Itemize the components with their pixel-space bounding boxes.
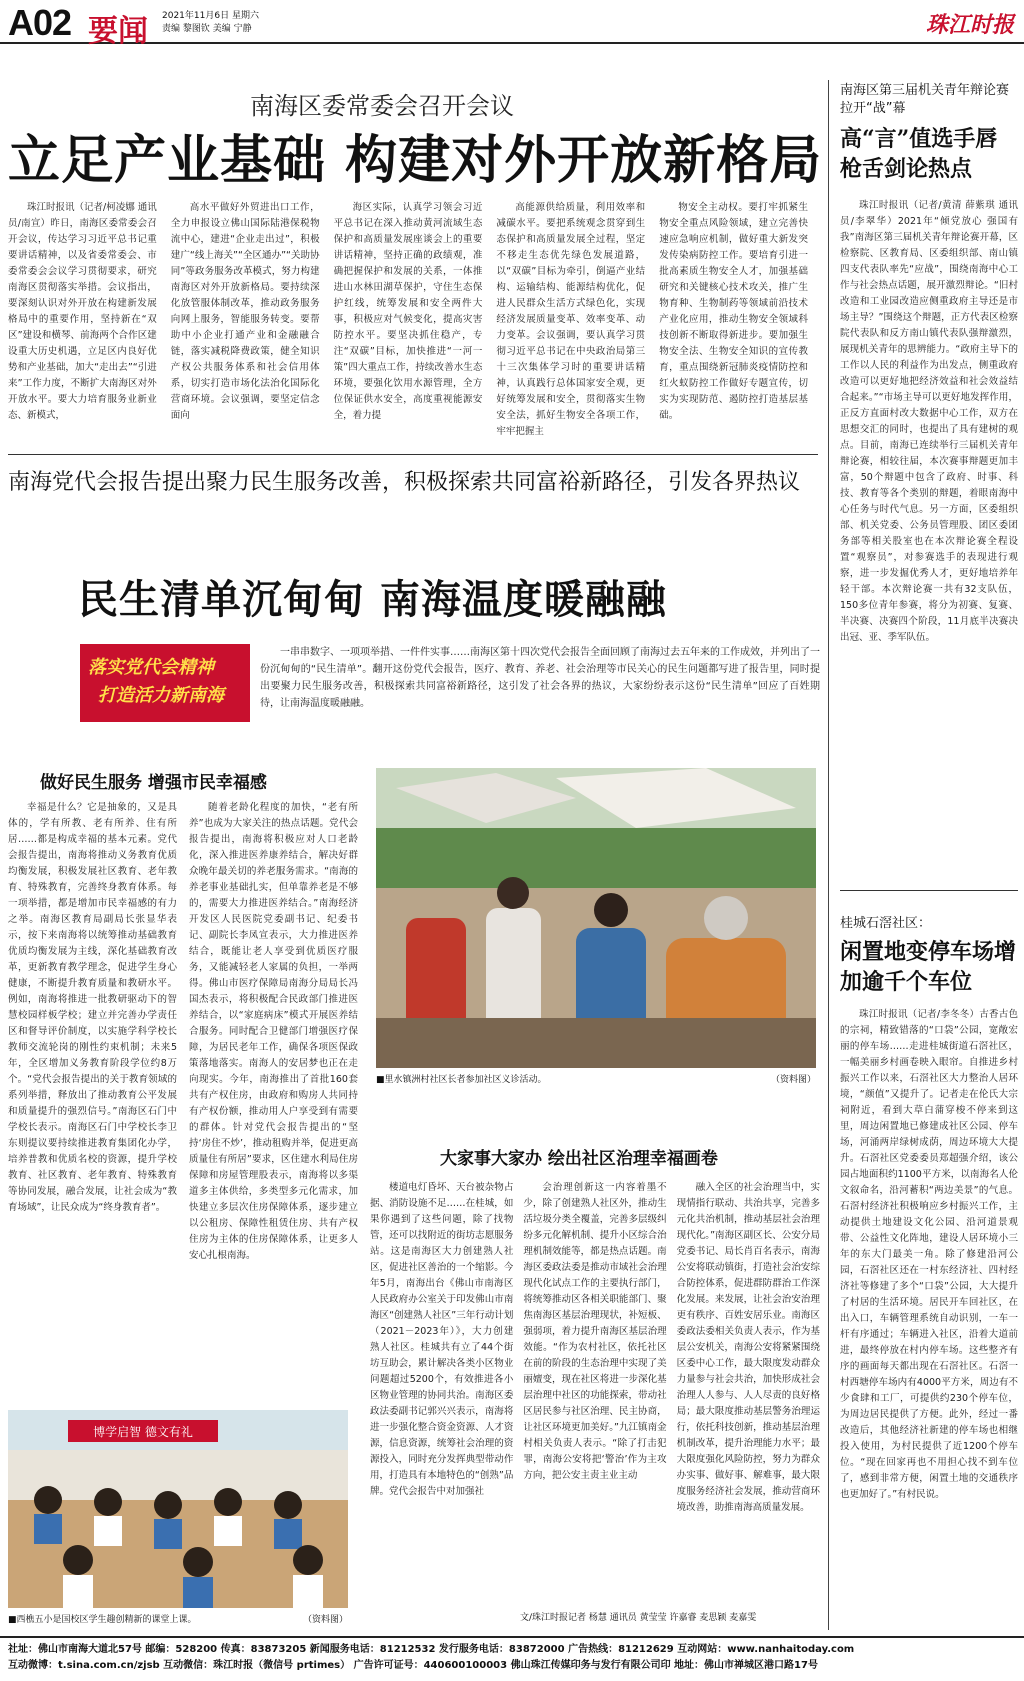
lead-column bbox=[659, 200, 808, 450]
paragraph: 高能源供给质量，利用效率和减碳水平。要把系统观念贯穿到生态保护和高质量发展全过程，坚定不移走生态优先绿色发展道路，以“双碳”目标为牵引，倒逼产业结构、运输结构、能源结构优化，促进人民群众生活方式绿色化，实现经济发展质量变革、效率变革、动力变革。会议强调，要认真学习贯彻习近平总书记在中央政治局第三十三次集体学习时的重要讲话精神，认真践行总体国家安全观，更好统筹发展和安全，贯彻落实生物安全法，抓好生物安全各项工作，牢牢把握主 bbox=[496, 202, 646, 437]
parking-kicker: 桂城石滘社区： bbox=[840, 916, 932, 931]
lead-kicker: 南海区委常委会召开会议 bbox=[250, 92, 514, 120]
story2-headline: 民生清单沉甸甸 南海温度暖融融 bbox=[78, 577, 667, 623]
photo-clinic-image bbox=[376, 768, 816, 1068]
slogan-line: 打造活力新南海 bbox=[98, 685, 224, 706]
editors-line: 责编 黎图钦 美编 宁静 bbox=[162, 24, 252, 34]
sub2-article bbox=[370, 1180, 820, 1610]
debate-headline: 高“言”值选手唇枪舌剑论热点 bbox=[840, 126, 998, 182]
paragraph: 楼道电灯昏坏、天台被杂物占据、消防设施不足……在桂城，如果你遇到了这些问题，除了找物管，还可以找附近的街坊志愿服务站。这是南海区大力创建熟人社区，促进社区善治的一个缩影。今年5月，南海出台《佛山市南海区人民政府办公室关于印发佛山市南海区“创建熟人社区”三年行动计划（2021－2023年）》，大力创建熟人社区。桂城共有立了44个街坊互助会，累计解决各类小区物业问题超过5200个，有效推进各小区物业管理的协同共治。南海区委政法委副书记郭兴兴表示，南海将进一步强化整合资金资源、人才资源，信息资源，统筹社会治理的资源投入，同时充分发挥典型带动作用，打造具有本地特色的“创熟”品牌。党代会报告中对加强社 bbox=[370, 1182, 514, 1497]
column-divider bbox=[828, 80, 829, 1630]
paragraph: 高水平做好外贸进出口工作，全力申报设立佛山国际陆港保税物流中心，建进“企业走出过”，积极建广“线上海关”“全区通办”“关助协同”等政务服务改革模式，努力构建南海区对外开放新格局。要持续深化放管服体制改革，推动政务服务向网上服务，智能服务转变。要帮助中小企业打通产业和金融融合链，落实减税降费政策，健全知识产权公共服务体系和社会信用体系，切实打造市场化法治化国际化营商环境。会议强调，要坚定信念面向 bbox=[170, 202, 320, 421]
photo-classroom-caption bbox=[8, 1612, 348, 1625]
footer-line: 互动微博：t.sina.com.cn/zjsb 互动微信：珠江时报（微信号 prtimes） 广告许可证号：440600100003 佛山珠江传媒印务与发行有限公司印 地址：佛山市禅城区港口路17号 bbox=[8, 1660, 818, 1671]
right-story-parking bbox=[840, 912, 1018, 1612]
paragraph: 珠江时报讯（记者/柯凌娜 通讯员/南宣）昨日，南海区委常委会召开会议，传达学习习近平总书记重要讲话精神，以及省委常委会、市委常委会会议学习贯彻要求，研究南海区贯彻落实举措。会议指出，要深刻认识对外开放在构建新发展格局中的重要作用，坚持新在“双区”建设和横琴、前海两个合作区建设重大历史机遇，立足区内良好优势和产业基础，加大“走出去”“引进来”工作力度，不断扩大南海区对外开放水平。要大力培育服务业新业态、新模式， bbox=[8, 202, 157, 421]
footer bbox=[0, 1636, 1024, 1681]
paragraph: 珠江时报讯（记者/李冬冬）古香古色的宗祠，精致错落的“口袋”公园，宽敞宏丽的停车场……走进桂城街道石滘社区，一幅美丽乡村画卷映入眼帘。自推进乡村振兴工作以来，石滘社区大力整治人居环境，“颜值”又提升了。记者走在伦氏大宗祠附近，看到大草白蒲穿梭不停来到这里，周边闲置地已修建成社区公园、停车场，河涌两岸绿树成荫，周边环境大大提升。石滘社区党委委员郑超强介绍，该公园占地面积约1100平方米，以南海名人伦文叙命名，沿河蓄积“两边美景”的气息。石滘村经济社积极响应乡村振兴工作，主动提供土地建设文化公园、沿河道景观带、公益性文化阵地，建设人居环境小三年的东大门最美一角。除了修建沿河公园，石滘社区还在一村东经济社、四村经济社等修建了多个“口袋”公园，大大提升了村居的生活环境。居民开车回社区，在出入口，车辆管理系统自动识别，一车一杆有序通过；车辆进入社区，沿着大道前进，最终停放在村内停车场。这些整齐有序的画面每天都出现在石滘社区。石滘一村西塘停车场内有4000平方米，周边有不少食肆和工厂，可提供约230个停车位，为周边居民提供了方便。此外，经过一番改造后，其他经济社新建的停车场也相继投入使用，为村民提供了近1200个停车位。“现在回家再也不用担心找不到车位了，感到非常方便，闲置土地的交通秩序也更加好了。”有村民说。 bbox=[840, 1009, 1018, 1500]
sub2-column bbox=[370, 1180, 513, 1610]
sub1-headline: 做好民生服务 增强市民幸福感 bbox=[40, 773, 267, 793]
lead-column bbox=[334, 200, 483, 450]
lead-column bbox=[496, 200, 645, 450]
paragraph: 海区实际，认真学习领会习近平总书记在深入推动黄河流域生态保护和高质量发展座谈会上的重要讲话精神，坚持正确的政绩观，准确把握保护和发展的关系，一体推进山水林田湖草保护，守住生态保护红线，统筹发展和安全两件大事，积极应对气候变化，提高灾害防控水平。要坚决抓住稳产，专注“双碳”目标，加快推进“一河一策”四大重点工作，持续改善水生态环境，要强化饮用水源管理，全方位保证供水安全，高度重视能源安全，着力提 bbox=[333, 202, 483, 421]
classroom-banner: 博学启智 德文有礼 bbox=[93, 1425, 193, 1439]
caption-credit: （资料图） bbox=[770, 1075, 816, 1085]
debate-body bbox=[840, 198, 1018, 888]
photo-classroom bbox=[8, 1410, 348, 1608]
lead-column bbox=[171, 200, 320, 450]
paragraph: 珠江时报讯（记者/黄清 薛紫琪 通讯员/李翠华）2021年“倾党放心 强国有我”南海区第三届机关青年辩论赛开幕，区检察院、区教育局、区委组织部、南山镇四支代表队率先“应战”，围绕南海中心工作与社会热点话题，展开激烈辩论。“旧村改造和工业园改造应侧重政府主导还是市场主导？”围绕这个辩题，正方代表区检察院代表队和反方南山镇代表队强辩激烈，展现机关青年的思辨能力。“政府主导下的工作以人民的利益作为出发点，侧重政府改造可以更好地把经济效益和社会效益结合起来。”“市场主导可以更好地发挥作用，正反方直面村改大数据中心工作，双方在思想交汇的同时，也提出了具有建树的观点。目前，南海已连续举行三届机关青年辩论赛，相较往届，本次赛事辩题更加丰富，50个辩题中包含了政府、时事、科技、教育等各个类别的辩题，着眼南海中心任务与时代气息。另一方面，区委组织部、机关党委、公务员管理股、团区委团务部等相关股室也在本次辩论赛全程设置“观察员”，对参赛选手的表现进行观察，进一步发掘优秀人才，更好地培养年轻干部。本次辩论赛一共有32支队伍，150多位青年参赛，将分为初赛、复赛、半决赛、决赛四个阶段，11月底半决赛决出冠、亚、季军队伍。 bbox=[840, 200, 1018, 643]
paragraph: 随着老龄化程度的加快，“老有所养”也成为大家关注的热点话题。党代会报告提出，南海将积极应对人口老龄化，深入推进医养康养结合，解决好群众晚年最关切的养老服务需求。“南海的养老事业基础扎实，但单靠养老是不够的，需要大力推进医养结合。”南海经济开发区人民医院党委副书记、纪委书记、副院长李凤宣表示，大力推进医养结合，既能让老人享受到优质医疗服务，又能减轻老人家属的负担，一举两得。佛山市医疗保障局南海分局局长冯国杰表示，将积极配合民政部门推进医养结合，以“家庭病床”模式开展医养结合服务。同时配合卫健部门增强医疗保障，为居民老年工作，确保各项医保政策落地落实。南海人的安居梦也正在走向现实。今年，南海推出了首批160套共有产权住房，由政府和购房人共同持有产权份额，推动用人户享受到有需要的群体。针对党代会报告提出的“坚持‘房住不炒’，推动租购并举，促进更高质量住有所居”要求，区住建水利局住房保障和房屋管理股表示，南海将以多渠道多主体供给，多类型多元化需求，加快建立多层次住房保障体系，逐步建立以公租房、保障性租赁住房、共有产权住房为主体的住房保障体系，让更多人安心扎根南海。 bbox=[189, 802, 358, 1261]
divider bbox=[8, 454, 818, 455]
photo-clinic bbox=[376, 768, 816, 1068]
story2-intro bbox=[260, 644, 820, 724]
sub2-column bbox=[523, 1180, 666, 1610]
caption-text: ■西樵五小是国校区学生趣创精新的课堂上课。 bbox=[8, 1615, 197, 1625]
sub2-column bbox=[677, 1180, 820, 1610]
paragraph: 融入全区的社会治理当中，实现情指行联动、共治共享，完善多元化共治机制，推动基层社会治理现代化。”南海区副区长、公安分局党委书记、局长肖百名表示，南海公安将联动镇街，打造社会治安综合防控体系，促进群防群治工作深化发展。来发展，让社会治安治理更有秩序、百姓安居乐业。南海区委政法委相关负责人表示，作为基层公安机关，南海公安将紧紧围绕区委中心工作，最大限度发动群众力量参与社会共治，加快形成社会治理人人参与、人人尽责的良好格局；最大限度推动基层警务治理运行，依托科技创新，推动基层治理机制改革，提升治理能力水平；最大限度强化风险防控，努力为群众办实事、做好事、解难事，最大限度服务经济社会发展，推动营商环境改善，助推南海高质量发展。 bbox=[676, 1182, 820, 1513]
photo-classroom-image bbox=[8, 1410, 348, 1608]
slogan-banner bbox=[80, 644, 250, 722]
parking-body bbox=[840, 1007, 1018, 1627]
footer-line: 社址：佛山市南海大道北57号 邮编：528200 传真：83873205 新闻服务电话：81212532 发行服务电话：83872000 广告热线：81212629 互动网站：www.nanhaitoday.com bbox=[8, 1644, 855, 1655]
sub1-column bbox=[8, 800, 177, 1400]
paragraph: 物安全主动权。要打牢抓紧生物安全重点风险领域，建立完善快速应急响应机制，做好重大新发突发传染病防控工作。要培育引进一批高素质生物安全人才，加强基础研究和关键核心技术攻关，推广生物育种、生物制药等领域前沿技术产业化应用，推动生物安全领域科技创新不断取得新进步。要加强生物安全法、生物安全知识的宣传教育，重点围绕新冠肺炎疫情防控和红火蚁防控工作做好专题宣传，切实为实现防范、遏防控打造基层基础。 bbox=[659, 202, 808, 421]
sub2-headline: 大家事大家办 绘出社区治理幸福画卷 bbox=[440, 1149, 718, 1169]
sub2-byline: 文/珠江时报记者 杨慧 通讯员 黄莹莹 许嘉睿 麦思颖 麦嘉雯 bbox=[520, 1613, 757, 1623]
story2-kicker: 南海党代会报告提出聚力民生服务改善，积极探索共同富裕新路径，引发各界热议 bbox=[8, 470, 801, 495]
lead-headline: 立足产业基础 构建对外开放新格局 bbox=[8, 131, 823, 191]
lead-article bbox=[8, 200, 808, 450]
sub1-article bbox=[8, 800, 358, 1400]
page-number: A02 bbox=[8, 2, 72, 43]
section-name: 要闻 bbox=[88, 14, 148, 49]
divider bbox=[840, 890, 1018, 891]
sub1-column bbox=[189, 800, 358, 1400]
paragraph: 会治理创新这一内容着墨不少，除了创建熟人社区外，推动生活垃圾分类全覆盖，完善多层级纠纷多元化解机制、提升小区综合治理机制效能等，都是热点话题。南海区委政法委是推动市域社会治理现代化试点工作的主要执行部门，将统筹推动区各相关职能部门、聚焦南海区基层治理现状，补短板、强弱项，着力提升南海区基层治理效能。“作为农村社区，依托社区在前的阶段的生态治理中实现了美丽嬗变，现在社区将进一步深化基层治理中社区的功能探索，带动社区居民参与社区治理、民主协商，让社区环境更加美好。”九江镇南金村相关负责人表示。“除了打击犯罪，南海公安将把‘警治’作为主攻方向，把公安主责主业主动 bbox=[523, 1182, 667, 1481]
newspaper-logo: 珠江时报 bbox=[925, 12, 1014, 38]
caption-text: ■里水镇洲村社区长者参加社区义诊活动。 bbox=[376, 1075, 547, 1085]
date-line bbox=[162, 10, 259, 36]
slogan-line: 落实党代会精神 bbox=[88, 657, 214, 678]
paragraph: 一串串数字、一项项举措、一件件实事……南海区第十四次党代会报告全面回顾了南海过去五年来的工作成效，并列出了一份沉甸甸的“民生清单”。翻开这份党代会报告，医疗、教育、养老、社会治理等市民关心的民生问题都写进了报告里，同时提出要聚力民生服务改善，积极探索共同富裕新路径，这引发了社会各界的热议，大家纷纷表示这份“民生清单”回应了百姓期待，让南海温度暖融融。 bbox=[260, 647, 820, 709]
photo-clinic-caption bbox=[376, 1072, 816, 1085]
lead-column bbox=[8, 200, 157, 450]
caption-credit: （资料图） bbox=[302, 1615, 348, 1625]
parking-headline: 闲置地变停车场增加逾千个车位 bbox=[840, 939, 1017, 995]
masthead bbox=[0, 0, 1024, 49]
issue-date: 2021年11月6日 星期六 bbox=[162, 11, 259, 21]
debate-kicker: 南海区第三届机关青年辩论赛拉开“战”幕 bbox=[840, 83, 1010, 116]
paragraph: 幸福是什么？它是抽象的，又是具体的，学有所教、老有所养、住有所居……都是构成幸福的基本元素。党代会报告提出，南海将推动义务教育优质均衡发展，积极发展社区教育、老年教育、特殊教育，完善终身教育体系。每一项举措，都是增加市民幸福感的有力之举。南海区教育局副局长张显华表示，按下来南海将以统筹推动基础教育优质均衡发展为主线，深化基础教育改革，更新教育教学理念，促进学生身心健康，不断提升教育质量和教研水平。例如，南海将推进一批教研驱动下的智慧校园样板学校；建立并完善办学责任区和督导评价制度，以实施学科学校长教师交流轮岗的刚性约束机制；未来5年，全区增加义务教育阶段学位约8万个。“党代会报告提出的关于教育领域的系列举措，释放出了推动教育公平发展和质量提升的强烈信号。”南海区石门中学校长表示。南海区石门中学校长李卫东则提议要持续推进教育集团化办学，培养普教和优质名校的资源，提升学校教育、社区教育、老年教育、特殊教育等协同发展，融合发展，让社会成为“教育场域”，让民众成为“终身教育者”。 bbox=[8, 802, 177, 1213]
right-story-debate bbox=[840, 82, 1018, 872]
